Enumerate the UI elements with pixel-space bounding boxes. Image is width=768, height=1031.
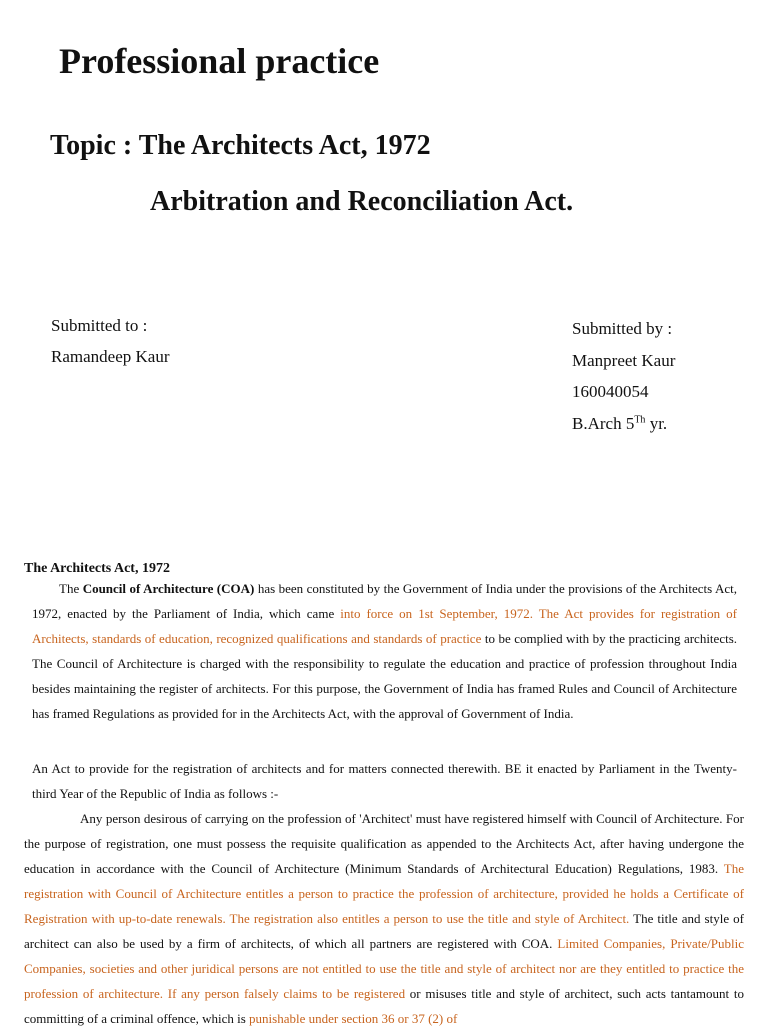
submitted-by-label: Submitted by :	[572, 319, 673, 338]
topic-line-1: Topic : The Architects Act, 1972	[50, 130, 431, 161]
p2-text-1: An Act to provide for the registration of architects and for matters connected therewith. BE it enacted by Parliament in the Twenty-third Year of the Republic of India as follows :-	[32, 761, 737, 801]
class-superscript: Th	[634, 414, 646, 426]
submitted-to-name: Ramandeep Kaur	[51, 347, 170, 366]
paragraph-2	[32, 756, 737, 806]
p1-text-2: has been constituted by the Government of India under the provisions of the Architects Act, 1972, enacted by the Parliament of India, which came	[32, 581, 737, 621]
section-heading: The Architects Act, 1972	[24, 561, 170, 576]
class-suffix: yr.	[645, 414, 668, 433]
p3-text-1: Any person desirous of carrying on the profession of 'Architect' must have registered himself with Council of Architecture. For the purpose of registration, one must possess the requisite qualification as appended to the Architects Act, after having undergone the education in accordance with the Council of Architecture (Minimum Standards of Architectural Education) Regulations, 1983.	[24, 811, 744, 876]
paragraph-3	[24, 806, 744, 1031]
document-title: Professional practice	[59, 41, 380, 81]
paragraph-1	[32, 576, 737, 726]
p3-text-2: The title and style of architect can also be used by a firm of architects, of which all partners are registered with COA.	[24, 911, 744, 951]
submitted-to-label: Submitted to :	[51, 316, 148, 335]
p1-text-1: The	[59, 581, 83, 596]
submitted-by-name: Manpreet Kaur	[572, 351, 676, 370]
p3-highlight-1: The registration with Council of Architecture entitles a person to practice the profession of architecture, provided he holds a Certificate of Registration with up-to-date renewals. The registration also entitles a person to use the title and style of Architect.	[24, 861, 744, 926]
p3-highlight-2: Limited Companies, Private/Public Companies, societies and other juridical persons are not entitled to use the title and style of architect nor are they entitled to practice the profession of architecture. If any person falsely claims to be registered	[24, 936, 744, 1001]
p1-text-3: to be complied with by the practicing architects. The Council of Architecture is charged with the responsibility to regulate the education and practice of profession throughout India besides maintaining the register of architects. For this purpose, the Government of India has framed Rules and Council of Architecture has framed Regulations as provided for in the Architects Act, with the approval of Government of India.	[32, 631, 738, 721]
p3-text-3: or misuses title and style of architect, such acts tantamount to committing of a criminal offence, which is	[24, 986, 744, 1026]
submitted-by-class	[572, 414, 667, 434]
topic-line-2: Arbitration and Reconciliation Act.	[150, 186, 574, 217]
p1-bold-coa: Council of Architecture (COA)	[82, 581, 255, 596]
submitted-by-roll: 160040054	[572, 382, 649, 401]
class-prefix: B.Arch 5	[572, 414, 635, 433]
p1-highlight-1: into force on 1st September, 1972. The Act provides for registration of Architects, standards of education, recognized qualifications and standards of practice	[32, 606, 738, 646]
p3-highlight-3: punishable under section 36 or 37 (2) of	[249, 1011, 458, 1026]
